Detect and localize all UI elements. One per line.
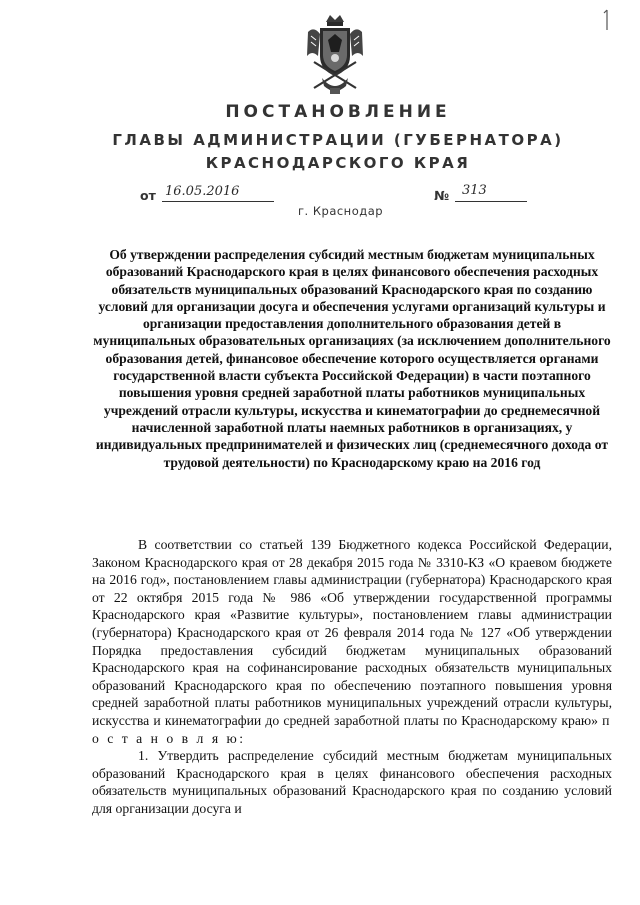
region-heading: КРАСНОДАРСКОГО КРАЯ bbox=[205, 154, 471, 172]
number-value: 313 bbox=[462, 183, 487, 198]
issuer-heading: ГЛАВЫ АДМИНИСТРАЦИИ (ГУБЕРНАТОРА) bbox=[112, 131, 564, 149]
number-label: № bbox=[434, 188, 450, 203]
preamble-text: В соответствии со статьей 139 Бюджетного кодекса Российской Федерации, Законом Краснодарского края от 28 декабря 2015 года № 3310-КЗ «О краевом бюджете на 2016 год», постановлением главы администрации (губернатора) Краснодарского края от 22 октября 2015 года № 986 «Об утверждении государственной программы Краснодарского края «Развитие культуры», постановлением главы администрации (губернатора) Краснодарского края от 26 февраля 2014 года № 127 «Об утверждении Порядка предоставления субсидий бюджетам муниципальных образований Краснодарского края на софинансирование расходных обязательств муниципальных образований Краснодарского края по обеспечению поэтапного повышения уровня средней заработной платы работников муниципальных учреждений отрасли культуры, искусства и кинематографии до средней заработной платы по Краснодарскому краю» bbox=[92, 537, 612, 728]
date-underline bbox=[162, 201, 274, 202]
number-underline bbox=[455, 201, 527, 202]
document-type-heading: ПОСТАНОВЛЕНИЕ bbox=[225, 102, 451, 122]
page-mark bbox=[602, 8, 612, 32]
item-1-paragraph: 1. Утвердить распределение субсидий местным бюджетам муниципальных образований Краснодарского края в целях финансового обеспечения расходных обязательств муниципальных образований Краснодарского края по созданию условий для организации досуга и bbox=[92, 748, 612, 816]
document-title: Об утверждении распределения субсидий местным бюджетам муниципальных образований Краснодарского края в целях финансового обеспечения расходных обязательств муниципальных образований Краснодарского края по созданию условий для организации досуга и обеспечения услугами организаций культуры и организации предоставления дополнительного образования детей в муниципальных образовательных организациях (за исключением дополнительного образования детей, финансовое обеспечение которого осуществляется органами государственной власти субъекта Российской Федерации) в части поэтапного повышения уровня средней заработной платы работников муниципальных учреждений отрасли культуры, искусства и кинематографии до среднемесячной начисленной заработной платы наемных работников в организациях, у индивидуальных предпринимателей и физических лиц (среднемесячного дохода от трудовой деятельности) по Краснодарскому краю на 2016 год bbox=[93, 247, 611, 470]
date-value: 16.05.2016 bbox=[165, 184, 240, 199]
coat-of-arms-icon bbox=[304, 12, 366, 98]
preamble-paragraph bbox=[92, 536, 612, 747]
decree-word: п о с т а н о в л я ю: bbox=[92, 712, 612, 746]
date-label: от bbox=[140, 188, 156, 203]
city-label: г. Краснодар bbox=[298, 204, 384, 218]
document-body bbox=[92, 536, 612, 818]
